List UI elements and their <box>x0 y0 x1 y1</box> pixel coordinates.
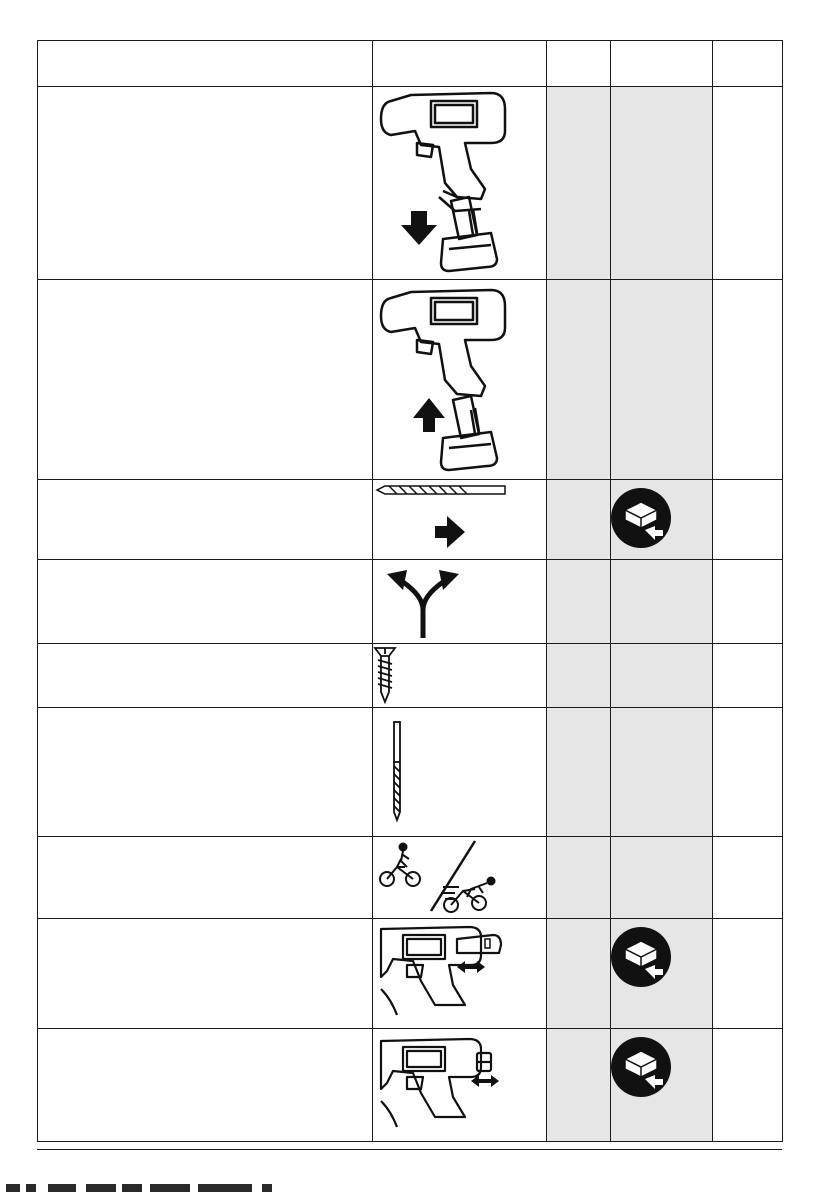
speed-cyclist-icon <box>373 837 545 917</box>
symbol-cell <box>373 280 547 480</box>
grey-cell <box>547 560 611 644</box>
empty-cell <box>713 1029 783 1142</box>
battery-remove-badge-icon <box>611 919 711 993</box>
battery-remove-badge-icon <box>611 1029 711 1103</box>
empty-cell <box>713 837 783 919</box>
table-row <box>38 560 783 644</box>
empty-cell <box>713 919 783 1029</box>
empty-cell <box>713 560 783 644</box>
symbol-cell <box>373 644 547 708</box>
description-cell <box>38 644 373 708</box>
table-row <box>38 837 783 919</box>
grey-cell <box>611 87 713 280</box>
grey-cell <box>547 87 611 280</box>
drill-bit-icon <box>373 708 413 834</box>
grey-cell <box>611 708 713 837</box>
grey-cell <box>547 280 611 480</box>
drill-direction-switch-icon <box>373 919 545 1025</box>
symbol-cell <box>373 480 547 560</box>
description-cell <box>38 87 373 280</box>
header-cell-col4 <box>611 41 713 87</box>
description-cell <box>38 480 373 560</box>
grey-cell <box>547 480 611 560</box>
grey-cell <box>547 1029 611 1142</box>
header-cell-description <box>38 41 373 87</box>
battery-remove-badge-icon <box>611 480 711 554</box>
table-row <box>38 280 783 480</box>
badge-cell <box>611 480 713 560</box>
drill-gear-switch-icon <box>373 1029 545 1139</box>
description-cell <box>38 919 373 1029</box>
table-row <box>38 87 783 280</box>
direction-choice-icon <box>373 560 545 642</box>
screw-icon <box>373 644 413 706</box>
grey-cell <box>547 919 611 1029</box>
badge-cell <box>611 1029 713 1142</box>
symbol-cell <box>373 1029 547 1142</box>
symbol-cell <box>373 560 547 644</box>
symbol-cell <box>373 708 547 837</box>
table-header-row <box>38 41 783 87</box>
symbol-cell <box>373 837 547 919</box>
footer-rule <box>37 1149 782 1150</box>
grey-cell <box>547 644 611 708</box>
symbol-table <box>37 40 783 1142</box>
header-cell-col5 <box>713 41 783 87</box>
table-row <box>38 1029 783 1142</box>
empty-cell <box>713 480 783 560</box>
drill-remove-battery-icon <box>373 280 513 476</box>
empty-cell <box>713 644 783 708</box>
drill-insert-battery-icon <box>373 87 513 277</box>
grey-cell <box>611 280 713 480</box>
table-row <box>38 708 783 837</box>
empty-cell <box>713 708 783 837</box>
symbol-cell <box>373 87 547 280</box>
description-cell <box>38 560 373 644</box>
table-row <box>38 644 783 708</box>
grey-cell <box>611 837 713 919</box>
header-cell-symbol <box>373 41 547 87</box>
description-cell <box>38 837 373 919</box>
symbol-cell <box>373 919 547 1029</box>
description-cell <box>38 280 373 480</box>
empty-cell <box>713 87 783 280</box>
grey-cell <box>611 560 713 644</box>
description-cell <box>38 1029 373 1142</box>
header-cell-col3 <box>547 41 611 87</box>
grey-cell <box>611 644 713 708</box>
table-row <box>38 480 783 560</box>
grey-cell <box>547 708 611 837</box>
description-cell <box>38 708 373 837</box>
drill-bit-forward-icon <box>373 480 545 554</box>
empty-cell <box>713 280 783 480</box>
cropped-footer-text <box>0 1184 290 1192</box>
table-row <box>38 919 783 1029</box>
badge-cell <box>611 919 713 1029</box>
grey-cell <box>547 837 611 919</box>
